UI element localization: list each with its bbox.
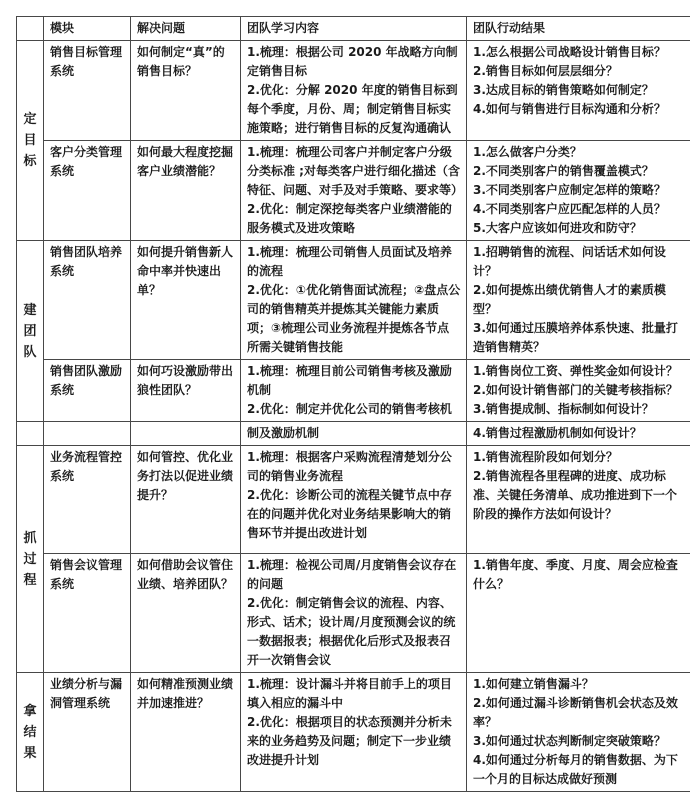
action-item: 2.如何通过漏斗诊断销售机会状态及效率？	[473, 694, 686, 732]
action-item: 1.招聘销售的流程、问话话术如何设计？	[473, 243, 686, 281]
module-cell: 业务流程管控系统	[44, 446, 131, 554]
action-item: 2.销售流程各里程碑的进度、成功标准、关键任务清单、成功推进到下一个阶段的操作方法如何设计？	[473, 467, 686, 524]
problem-cell: 如何巧设激励带出狼性团队？	[131, 360, 241, 422]
learning-item: 1.梳理：梳理公司客户并制定客户分级分类标准 ;对每类客户进行细化描述（含特征、问题、对手及对手策略、要求等）	[247, 143, 461, 200]
learning-cell	[241, 360, 467, 422]
action-item: 2.不同类别客户的销售覆盖模式？	[473, 162, 686, 181]
action-cell	[467, 141, 690, 241]
action-cell	[467, 360, 690, 422]
action-cell	[467, 554, 690, 673]
module-cell	[44, 422, 131, 446]
action-item: 1.销售流程阶段如何划分？	[473, 448, 686, 467]
learning-cell	[241, 41, 467, 141]
action-item: 1.销售岗位工资、弹性奖金如何设计？	[473, 362, 686, 381]
action-item: 2.如何设计销售部门的关键考核指标？	[473, 381, 686, 400]
learning-item: 1.梳理：梳理目前公司销售考核及激励机制	[247, 362, 461, 400]
sales-system-table	[16, 16, 690, 792]
table-row	[17, 360, 690, 422]
action-item: 2.销售目标如何层层细分？	[473, 62, 686, 81]
action-item: 1.怎么做客户分类？	[473, 143, 686, 162]
action-item: 3.如何通过状态判断制定突破策略？	[473, 732, 686, 751]
module-cell: 销售团队培养系统	[44, 241, 131, 360]
header-cell-learning: 团队学习内容	[241, 17, 467, 41]
table-row	[17, 41, 690, 141]
learning-item: 2.优化：①优化销售面试流程；②盘点公司的销售精英并提炼其关键能力素质项；③梳理公司业务流程并提炼各节点所需关键销售技能	[247, 281, 461, 357]
action-cell	[467, 446, 690, 554]
learning-item: 2.优化：制定深挖每类客户业绩潜能的服务模式及进攻策略	[247, 200, 461, 238]
problem-cell	[131, 422, 241, 446]
header-cell-group	[17, 17, 44, 41]
problem-cell: 如何制定“真”的销售目标？	[131, 41, 241, 141]
action-item: 5.大客户应该如何进攻和防守？	[473, 219, 686, 238]
action-cell	[467, 241, 690, 360]
module-cell: 客户分类管理系统	[44, 141, 131, 241]
learning-item: 1.梳理：根据客户采购流程清楚划分公司的销售业务流程	[247, 448, 461, 486]
header-cell-actions: 团队行动结果	[467, 17, 690, 41]
table-row	[17, 673, 690, 792]
action-item: 2.如何提炼出绩优销售人才的素质模型？	[473, 281, 686, 319]
action-item: 4.如何与销售进行目标沟通和分析？	[473, 100, 686, 119]
learning-item: 制及激励机制	[247, 424, 461, 443]
learning-cell	[241, 673, 467, 792]
header-cell-module: 模块	[44, 17, 131, 41]
module-cell: 销售团队激励系统	[44, 360, 131, 422]
learning-cell	[241, 554, 467, 673]
problem-cell: 如何精准预测业绩并加速推进？	[131, 673, 241, 792]
table-row	[17, 446, 690, 554]
learning-item: 2.优化：制定销售会议的流程、内容、形式、话术；设计周/月度预测会议的统一数据报表；根据优化后形式及报表召开一次销售会议	[247, 594, 461, 670]
action-item: 3.销售提成制、指标制如何设计？	[473, 400, 686, 419]
header-cell-problem: 解决问题	[131, 17, 241, 41]
learning-cell	[241, 141, 467, 241]
module-cell: 业绩分析与漏洞管理系统	[44, 673, 131, 792]
table-row	[17, 554, 690, 673]
learning-item: 2.优化：根据项目的状态预测并分析未来的业务趋势及问题；制定下一步业绩改进提升计划	[247, 713, 461, 770]
learning-cell	[241, 446, 467, 554]
problem-cell: 如何管控、优化业务打法以促进业绩提升？	[131, 446, 241, 554]
action-cell	[467, 422, 690, 446]
action-item: 3.达成目标的销售策略如何制定？	[473, 81, 686, 100]
problem-cell: 如何最大程度挖掘客户业绩潜能？	[131, 141, 241, 241]
table-row	[17, 422, 690, 446]
learning-cell	[241, 241, 467, 360]
group-cell: 拿结果	[17, 673, 44, 792]
learning-cell	[241, 422, 467, 446]
learning-item: 1.梳理：梳理公司销售人员面试及培养的流程	[247, 243, 461, 281]
action-item: 4.如何通过分析每月的销售数据、为下一个月的目标达成做好预测	[473, 751, 686, 789]
problem-cell: 如何借助会议管住业绩、培养团队？	[131, 554, 241, 673]
action-cell	[467, 41, 690, 141]
group-cell: 建团队	[17, 241, 44, 422]
learning-item: 1.梳理：设计漏斗并将目前手上的项目填入相应的漏斗中	[247, 675, 461, 713]
header-row	[17, 17, 690, 41]
problem-cell: 如何提升销售新人命中率并快速出单？	[131, 241, 241, 360]
action-item: 3.如何通过压膜培养体系快速、批量打造销售精英？	[473, 319, 686, 357]
learning-item: 2.优化：制定并优化公司的销售考核机	[247, 400, 461, 419]
module-cell: 销售目标管理系统	[44, 41, 131, 141]
action-item: 1.销售年度、季度、月度、周会应检查什么？	[473, 556, 686, 594]
action-item: 1.如何建立销售漏斗？	[473, 675, 686, 694]
action-item: 4.销售过程激励机制如何设计？	[473, 424, 686, 443]
action-item: 4.不同类别客户应匹配怎样的人员？	[473, 200, 686, 219]
learning-item: 2.优化：诊断公司的流程关键节点中存在的问题并优化对业务结果影响大的销售环节并提出改进计划	[247, 486, 461, 543]
table-body	[17, 41, 690, 792]
learning-item: 1.梳理：根据公司 2020 年战略方向制定销售目标	[247, 43, 461, 81]
group-cell: 定目标	[17, 41, 44, 241]
table-row	[17, 141, 690, 241]
table-row	[17, 241, 690, 360]
learning-item: 2.优化：分解 2020 年度的销售目标到每个季度，月份、周；制定销售目标实施策略；进行销售目标的反复沟通确认	[247, 81, 461, 138]
group-cell: 抓过程	[17, 446, 44, 673]
action-item: 1.怎么根据公司战略设计销售目标？	[473, 43, 686, 62]
action-item: 3.不同类别客户应制定怎样的策略？	[473, 181, 686, 200]
action-cell	[467, 673, 690, 792]
group-cell	[17, 422, 44, 446]
learning-item: 1.梳理：检视公司周/月度销售会议存在的问题	[247, 556, 461, 594]
module-cell: 销售会议管理系统	[44, 554, 131, 673]
